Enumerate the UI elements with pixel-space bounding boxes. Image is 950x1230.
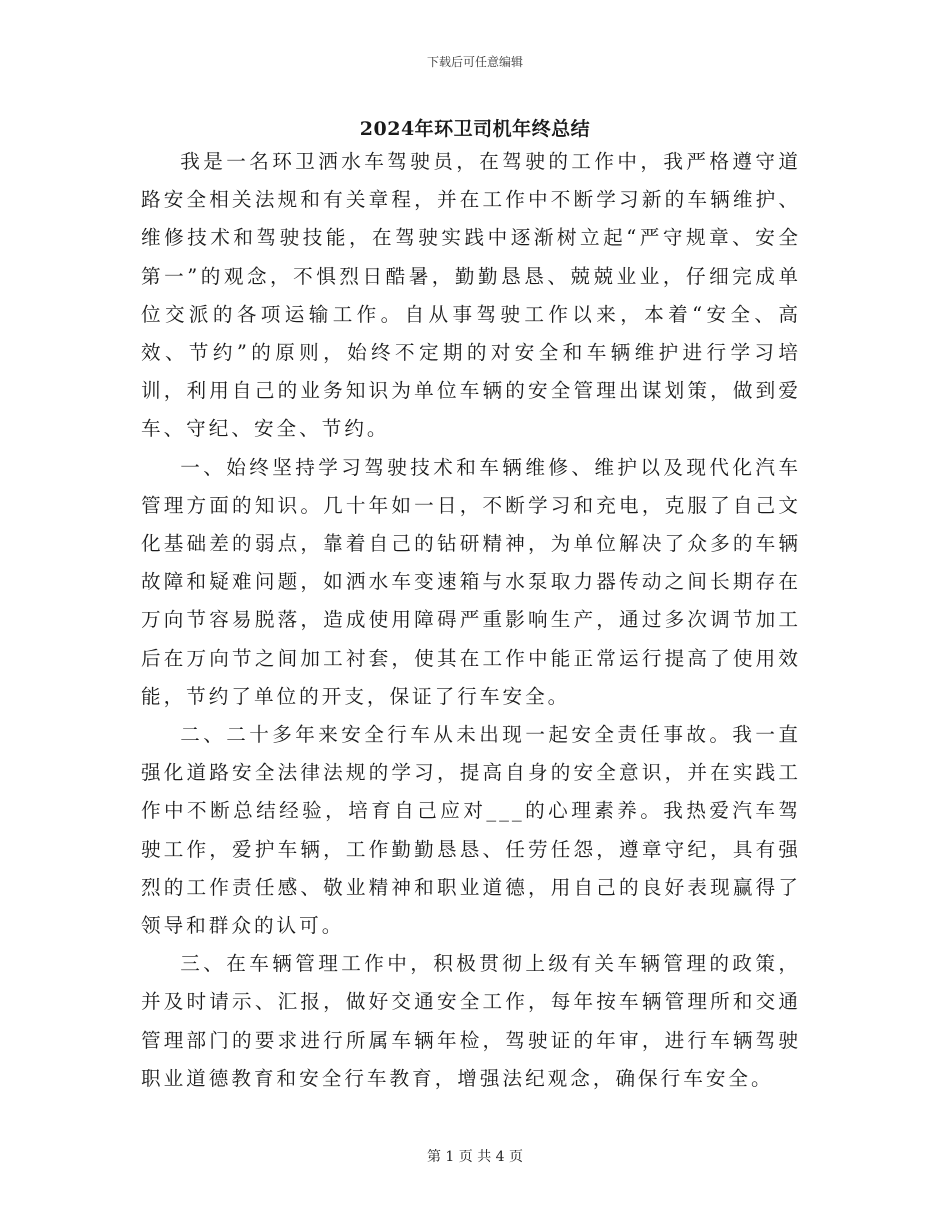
paragraph-section-1: 一、始终坚持学习驾驶技术和车辆维修、维护以及现代化汽车管理方面的知识。几十年如一日，不断学习和充电，克服了自己文化基础差的弱点，靠着自己的钻研精神，为单位解决了众多的车辆故障和疑难问题，如洒水车变速箱与水泵取力器传动之间长期存在万向节容易脱落，造成使用障碍严重影响生产，通过多次调节加工后在万向节之间加工衬套，使其在工作中能正常运行提高了使用效能，节约了单位的开支，保证了行车安全。 [141, 455, 801, 708]
paragraph-section-2: 二、二十多年来安全行车从未出现一起安全责任事故。我一直强化道路安全法律法规的学习，提高自身的安全意识，并在实践工作中不断总结经验，培育自己应对___的心理素养。我热爱汽车驾驶工作，爱护车辆，工作勤勤恳恳、任劳任怨，遵章守纪，具有强烈的工作责任感、敬业精神和职业道德，用自己的良好表现赢得了领导和群众的认可。 [141, 723, 801, 938]
page-header-note: 下载后可任意编辑 [426, 55, 523, 69]
paragraph-intro: 我是一名环卫洒水车驾驶员，在驾驶的工作中，我严格遵守道路安全相关法规和有关章程，并在工作中不断学习新的车辆维护、维修技术和驾驶技能，在驾驶实践中逐渐树立起“严守规章、安全第一”的观念，不惧烈日酷暑，勤勤恳恳、兢兢业业，仔细完成单位交派的各项运输工作。自从事驾驶工作以来，本着“安全、高效、节约”的原则，始终不定期的对安全和车辆维护进行学习培训，利用自己的业务知识为单位车辆的安全管理出谋划策，做到爱车、守纪、安全、节约。 [141, 150, 801, 441]
paragraph-section-3: 三、在车辆管理工作中，积极贯彻上级有关车辆管理的政策，并及时请示、汇报，做好交通安全工作，每年按车辆管理所和交通管理部门的要求进行所属车辆年检，驾驶证的年审，进行车辆驾驶职业道德教育和安全行车教育，增强法纪观念，确保行车安全。 [141, 952, 801, 1090]
page-title: 2024年环卫司机年终总结 [359, 118, 591, 140]
document-body [141, 143, 801, 1098]
page-number-footer: 第 1 页 共 4 页 [426, 1149, 524, 1165]
